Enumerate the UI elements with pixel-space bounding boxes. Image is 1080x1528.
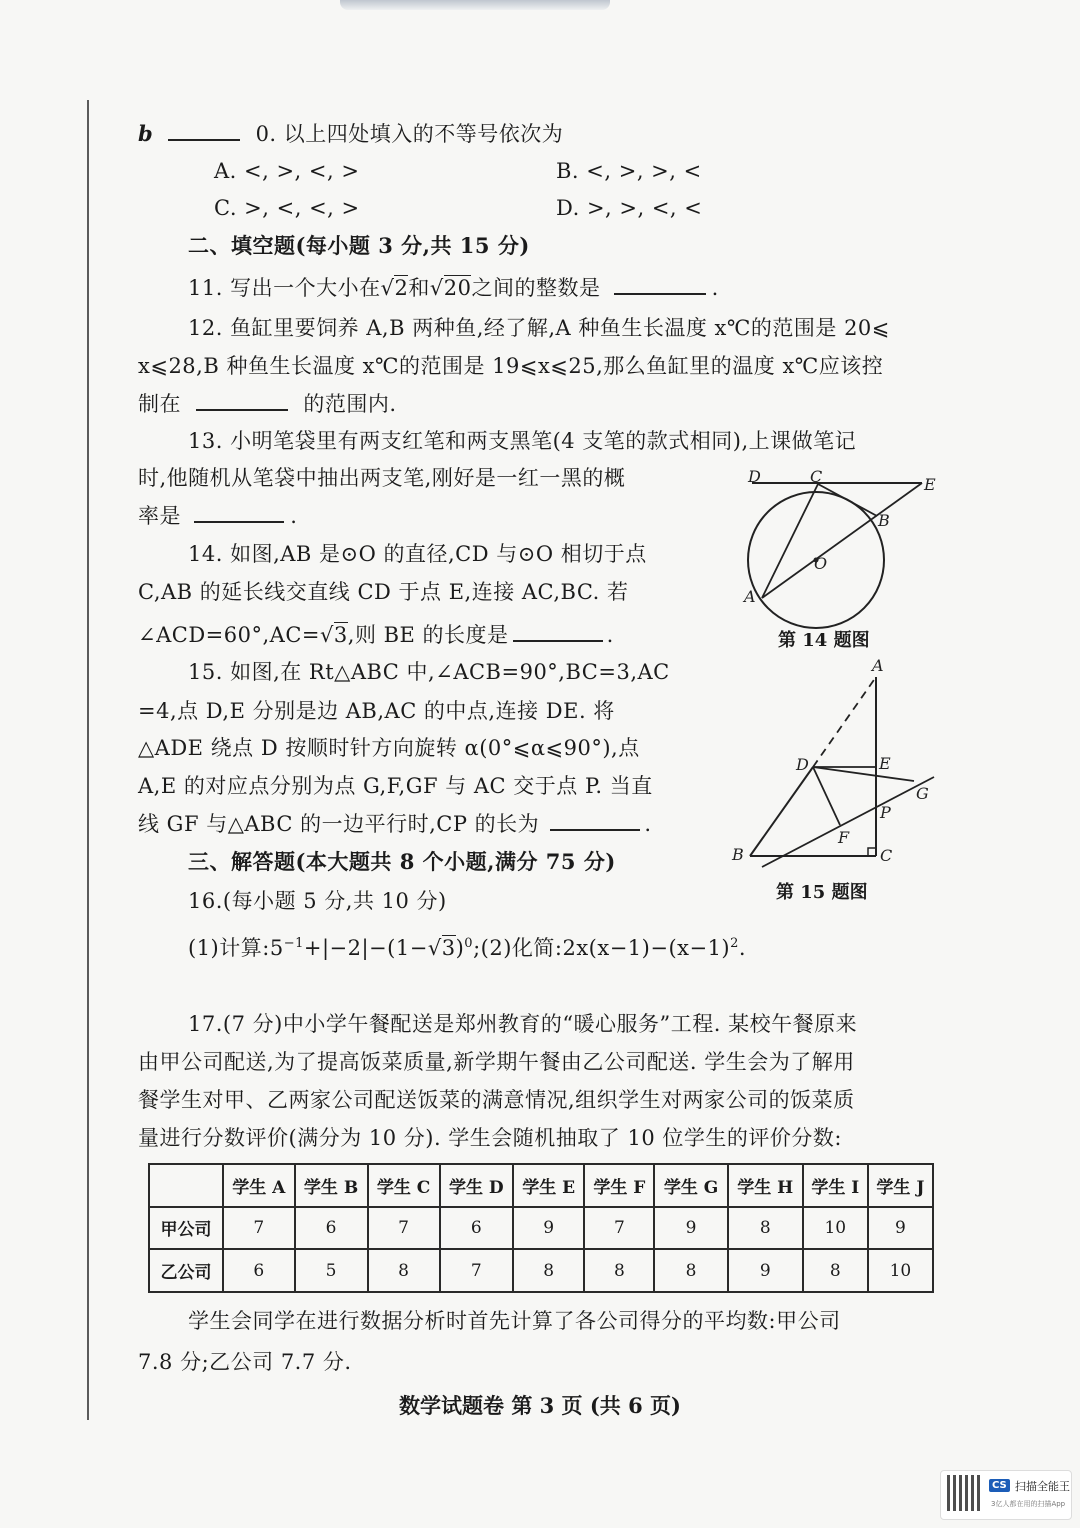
q14-line2: C,AB 的延长线交直线 CD 于点 E,连接 AC,BC. 若 bbox=[138, 580, 629, 604]
table-cell: 6 bbox=[295, 1207, 368, 1250]
q14-label-a: A bbox=[744, 587, 756, 606]
scanner-app-tagline: 3亿人都在用的扫描App bbox=[991, 1500, 1066, 1508]
q15-segment-dg bbox=[813, 767, 914, 781]
header-student-i: 学生 I bbox=[803, 1164, 868, 1207]
header-student-g: 学生 G bbox=[654, 1164, 727, 1207]
q17-after-line1: 学生会同学在进行数据分析时首先计算了各公司得分的平均数:甲公司 bbox=[188, 1309, 841, 1333]
q17-line3: 餐学生对甲、乙两家公司配送饭菜的满意情况,组织学生对两家公司的饭菜质 bbox=[138, 1088, 855, 1112]
table-cell: 7 bbox=[440, 1249, 514, 1292]
table-cell: 10 bbox=[868, 1249, 933, 1292]
q16-exponent-1: −1 bbox=[283, 936, 304, 951]
q16-part-d: ;(2)化简:2x(x−1)−(x−1) bbox=[473, 936, 731, 960]
q10-option-d: D. >, >, <, < bbox=[556, 196, 703, 220]
header-student-a: 学生 A bbox=[223, 1164, 295, 1207]
table-cell: 9 bbox=[868, 1207, 933, 1250]
q14-line3: ∠ACD=60°,AC=√3,则 BE 的长度是 . bbox=[138, 619, 614, 651]
q15-label-p: P bbox=[880, 803, 891, 822]
q12-line3 bbox=[138, 388, 397, 420]
q14-label-o: O bbox=[814, 554, 828, 573]
table-cell: 6 bbox=[223, 1249, 295, 1292]
score-table bbox=[148, 1163, 934, 1293]
q13-line2: 时,他随机从笔袋中抽出两支笔,刚好是一红一黑的概 bbox=[138, 466, 626, 490]
q14-line1: 14. 如图,AB 是⊙O 的直径,CD 与⊙O 相切于点 bbox=[188, 542, 647, 566]
q14-chord-bc bbox=[818, 484, 877, 516]
table-cell: 8 bbox=[368, 1249, 440, 1292]
scanner-watermark bbox=[940, 1470, 1072, 1520]
score-table-header-row bbox=[149, 1164, 933, 1207]
q16-part-c: ) bbox=[455, 936, 465, 960]
header-student-h: 学生 H bbox=[728, 1164, 803, 1207]
q15-line-gf bbox=[762, 777, 934, 867]
qr-code-icon bbox=[947, 1475, 983, 1511]
q15-segment-df bbox=[813, 767, 840, 825]
table-cell: 8 bbox=[803, 1249, 868, 1292]
table-cell: 7 bbox=[368, 1207, 440, 1250]
q14-label-c: C bbox=[810, 467, 823, 486]
row-label-company-yi: 乙公司 bbox=[149, 1249, 223, 1292]
header-student-d: 学生 D bbox=[440, 1164, 514, 1207]
scanner-app-name: 扫描全能王 bbox=[1015, 1480, 1070, 1493]
q14-figure-caption: 第 14 题图 bbox=[778, 630, 870, 651]
table-cell: 7 bbox=[223, 1207, 295, 1250]
score-table-corner bbox=[149, 1164, 223, 1207]
header-student-j: 学生 J bbox=[868, 1164, 933, 1207]
q15-label-e: E bbox=[879, 754, 891, 773]
q17-line4: 量进行分数评价(满分为 10 分). 学生会随机抽取了 10 位学生的评价分数: bbox=[138, 1126, 842, 1150]
q14-figure bbox=[740, 467, 940, 610]
q10-option-b: B. <, >, >, < bbox=[556, 159, 702, 183]
q11-radicand-2: 20 bbox=[443, 276, 472, 300]
q11-text-b: 和 bbox=[408, 276, 430, 300]
q10-stem-text: 0. 以上四处填入的不等号依次为 bbox=[255, 122, 564, 146]
q12-line3-a: 制在 bbox=[138, 392, 181, 416]
q14-label-b: B bbox=[878, 511, 890, 530]
q13-line3 bbox=[138, 500, 297, 532]
table-cell: 9 bbox=[654, 1207, 727, 1250]
q15-figure bbox=[730, 655, 940, 870]
q16-part-e: . bbox=[738, 936, 747, 960]
q11-end: . bbox=[711, 276, 719, 300]
q15-line5-a: 线 GF 与△ABC 的一边平行时,CP 的长为 bbox=[138, 812, 540, 836]
page-footer: 数学试题卷 第 3 页 (共 6 页) bbox=[399, 1393, 681, 1418]
q11-text-a: 11. 写出一个大小在 bbox=[188, 276, 381, 300]
q15-label-b: B bbox=[732, 845, 744, 864]
q17-line2: 由甲公司配送,为了提高饭菜质量,新学期午餐由乙公司配送. 学生会为了解用 bbox=[138, 1050, 855, 1074]
table-cell: 8 bbox=[654, 1249, 727, 1292]
q17-after-line2: 7.8 分;乙公司 7.7 分. bbox=[138, 1350, 352, 1374]
header-student-c: 学生 C bbox=[368, 1164, 440, 1207]
q11-blank bbox=[614, 273, 706, 295]
q14-line3-b: ,则 BE 的长度是 bbox=[347, 623, 509, 647]
q16-radicand: 3 bbox=[441, 936, 456, 960]
header-student-f: 学生 F bbox=[584, 1164, 654, 1207]
table-cell: 9 bbox=[513, 1207, 584, 1250]
section2-heading: 二、填空题(每小题 3 分,共 15 分) bbox=[188, 233, 530, 258]
table-cell: 10 bbox=[803, 1207, 868, 1250]
q16-part-a: (1)计算:5 bbox=[188, 936, 284, 960]
q14-radicand: 3 bbox=[333, 623, 348, 647]
scan-edge-shadow bbox=[340, 0, 610, 10]
q10-option-a: A. <, >, <, > bbox=[214, 159, 360, 183]
q15-right-angle bbox=[868, 848, 876, 856]
header-student-b: 学生 B bbox=[295, 1164, 368, 1207]
table-cell: 8 bbox=[513, 1249, 584, 1292]
q14-blank bbox=[513, 620, 603, 642]
q14-line3-a: ∠ACD=60°,AC= bbox=[138, 623, 320, 647]
q15-label-c: C bbox=[880, 846, 893, 865]
q16-line2: (1)计算$:5^{-1}+|-2|-(1-√3)^0;(2)$化简$:2x(x-1)-(x-1)^2$. bbox=[188, 936, 747, 960]
camscanner-logo-icon: CS bbox=[989, 1479, 1010, 1492]
q16-exponent-2: 0 bbox=[464, 936, 474, 951]
table-row bbox=[149, 1207, 933, 1250]
q12-line1: 12. 鱼缸里要饲养 A,B 两种鱼,经了解,A 种鱼生长温度 x℃的范围是 20⩽ bbox=[188, 316, 890, 340]
q15-label-d: D bbox=[796, 755, 809, 774]
table-row bbox=[149, 1249, 933, 1292]
q16-line1: 16.(每小题 5 分,共 10 分) bbox=[188, 889, 447, 913]
q15-side-bd bbox=[750, 767, 813, 856]
q10-variable-b: b bbox=[138, 121, 154, 146]
q14-label-e: E bbox=[924, 475, 936, 494]
q13-blank bbox=[194, 501, 284, 523]
q13-line3-a: 率是 bbox=[138, 504, 181, 528]
q13-line1: 13. 小明笔袋里有两支红笔和两支黑笔(4 支笔的款式相同),上课做笔记 bbox=[188, 429, 857, 453]
q12-line2: x⩽28,B 种鱼生长温度 x℃的范围是 19⩽x⩽25,那么鱼缸里的温度 x℃应该控 bbox=[138, 354, 884, 378]
q10-stem bbox=[138, 118, 563, 150]
q12-line3-b: 的范围内. bbox=[303, 392, 397, 416]
q15-blank bbox=[550, 809, 640, 831]
q15-figure-caption: 第 15 题图 bbox=[776, 882, 868, 903]
table-cell: 5 bbox=[295, 1249, 368, 1292]
q11-radicand-1: 2 bbox=[394, 276, 409, 300]
q16-exponent-3: 2 bbox=[730, 936, 739, 951]
margin-line bbox=[87, 100, 89, 1420]
table-cell: 6 bbox=[440, 1207, 514, 1250]
q11-text-c: 之间的整数是 bbox=[471, 276, 601, 300]
q10-blank bbox=[168, 119, 240, 141]
q15-line1: 15. 如图,在 Rt△ABC 中,∠ACB=90°,BC=3,AC bbox=[188, 660, 670, 684]
q10-option-c: C. >, <, <, > bbox=[214, 196, 360, 220]
q17-line1: 17.(7 分)中小学午餐配送是郑州教育的“暖心服务”工程. 某校午餐原来 bbox=[188, 1012, 858, 1036]
q15-line2: =4,点 D,E 分别是边 AB,AC 的中点,连接 DE. 将 bbox=[138, 699, 615, 723]
q11: 11. 写出一个大小在√2和√20之间的整数是 . bbox=[188, 272, 719, 304]
q13-line3-b: . bbox=[290, 504, 298, 528]
q15-label-a: A bbox=[872, 656, 884, 675]
q15-label-f: F bbox=[838, 828, 850, 847]
q15-label-g: G bbox=[916, 784, 929, 803]
table-cell: 8 bbox=[584, 1249, 654, 1292]
q14-label-d: D bbox=[748, 467, 761, 486]
q15-dashed-da bbox=[813, 677, 876, 767]
q15-line3: △ADE 绕点 D 按顺时针方向旋转 α(0°⩽α⩽90°),点 bbox=[138, 736, 640, 760]
table-cell: 8 bbox=[728, 1207, 803, 1250]
section3-heading: 三、解答题(本大题共 8 个小题,满分 75 分) bbox=[188, 849, 616, 874]
q14-secant-line bbox=[762, 483, 922, 598]
table-cell: 9 bbox=[728, 1249, 803, 1292]
table-cell: 7 bbox=[584, 1207, 654, 1250]
q15-line4: A,E 的对应点分别为点 G,F,GF 与 AC 交于点 P. 当直 bbox=[138, 774, 653, 798]
q15-line5-b: . bbox=[644, 812, 652, 836]
row-label-company-jia: 甲公司 bbox=[149, 1207, 223, 1250]
q14-line3-c: . bbox=[606, 623, 614, 647]
q14-chord-ac bbox=[762, 484, 818, 598]
header-student-e: 学生 E bbox=[513, 1164, 584, 1207]
q15-line5 bbox=[138, 808, 652, 840]
q16-part-b: +|−2|−(1− bbox=[303, 936, 428, 960]
q12-blank bbox=[196, 389, 288, 411]
